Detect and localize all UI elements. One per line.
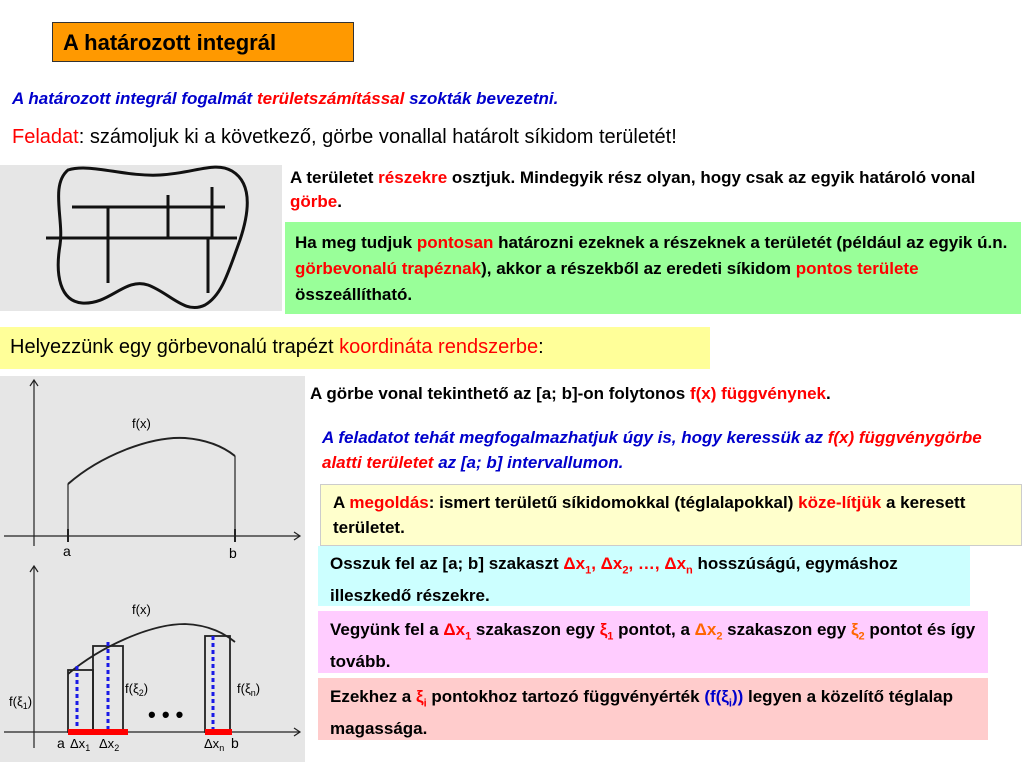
height-box bbox=[318, 678, 988, 740]
para1-h1: részekre bbox=[378, 168, 448, 187]
intro-highlight: területszámítással bbox=[256, 89, 405, 108]
peach-h2: köze-lítjük bbox=[798, 493, 882, 512]
intro-part2: szokták bevezetni. bbox=[404, 89, 559, 108]
green-t3: ), akkor a részekből az eredeti síkidom bbox=[481, 259, 796, 278]
para3-t2: az [a; b] intervallumon. bbox=[433, 453, 624, 472]
magenta-t1: Vegyünk fel a bbox=[330, 620, 444, 639]
yellow-note-box bbox=[0, 327, 710, 369]
pink-t1: Ezekhez a bbox=[330, 687, 416, 706]
paragraph-parts bbox=[290, 166, 1010, 214]
para3-h1: f(x) függvénygörbe alatti területet bbox=[322, 428, 982, 472]
magenta-t4: szakaszon egy bbox=[722, 620, 851, 639]
graph2-dx2-label: $\Delta x_2$ bbox=[99, 736, 120, 753]
partition-box bbox=[318, 546, 970, 606]
yellow-h1: koordináta rendszerbe bbox=[339, 336, 539, 358]
peach-t1: A bbox=[333, 493, 350, 512]
graph2-fxin-label: $f(\xi_n)$ bbox=[237, 681, 261, 698]
magenta-xi1: $\xi_1$ bbox=[599, 620, 614, 643]
peach-h1: megoldás bbox=[349, 493, 429, 512]
task-label: Feladat bbox=[12, 126, 79, 148]
para2-t1: A görbe vonal tekinthető az [a; b]-on folytonos bbox=[310, 384, 690, 403]
magenta-t5: pontot és így tovább. bbox=[330, 620, 976, 672]
graph1-b-label: b bbox=[229, 545, 237, 561]
yellow-t1: Helyezzünk egy görbevonalú trapézt bbox=[10, 336, 340, 358]
graph2-curve-label: f(x) bbox=[132, 602, 151, 617]
para1-t1: A területet bbox=[290, 168, 379, 187]
magenta-t3: pontot, a bbox=[613, 620, 695, 639]
cyan-dx-list: $\Delta x_1$, $\Delta x_2$, …, $\Delta x_n$ bbox=[563, 554, 693, 577]
green-note-box bbox=[285, 222, 1021, 314]
cyan-t1: Osszuk fel az [a; b] szakaszt bbox=[330, 554, 564, 573]
para2-h1: f(x) függvénynek bbox=[689, 384, 827, 403]
para1-t2: osztjuk. Mindegyik rész olyan, hogy csak az egyik határoló vonal bbox=[447, 168, 976, 187]
cyan-t2: hosszúságú, egymáshoz illeszkedő részekre. bbox=[330, 554, 898, 606]
pink-fxi: $(f(\xi_i))$ bbox=[704, 687, 744, 710]
green-h1: pontosan bbox=[416, 233, 494, 252]
graph2-ellipsis: • • • bbox=[148, 702, 184, 727]
peach-t3: a keresett területet. bbox=[333, 493, 966, 537]
yellow-t2: : bbox=[538, 336, 544, 358]
para1-t3: . bbox=[337, 192, 342, 211]
paragraph-task-reformulated bbox=[322, 425, 1022, 475]
para3-t1: A feladatot tehát megfogalmazhatjuk úgy is, hogy keressük az bbox=[322, 428, 828, 447]
graph2-b-label: b bbox=[231, 735, 239, 751]
intro-text bbox=[12, 89, 558, 109]
task-colon: : bbox=[78, 126, 85, 148]
para2-t2: . bbox=[826, 384, 831, 403]
green-t4: összeállítható. bbox=[295, 285, 413, 304]
coordinate-graph-1 bbox=[0, 376, 305, 562]
graph2-dx1-label: $\Delta x_1$ bbox=[70, 736, 91, 753]
magenta-dx2: $\Delta x_2$ bbox=[694, 620, 723, 643]
graph2-dxn-label: $\Delta x_n$ bbox=[204, 736, 225, 753]
slide-title: A határozott integrál bbox=[52, 22, 354, 62]
paragraph-function bbox=[310, 384, 831, 404]
task-text: számoljuk ki a következő, görbe vonallal határolt síkidom területét! bbox=[84, 126, 677, 148]
task-line bbox=[12, 126, 677, 149]
graph1-curve-label: f(x) bbox=[132, 416, 151, 431]
green-h2: görbevonalú trapéznak bbox=[295, 259, 482, 278]
points-box bbox=[318, 611, 988, 673]
solution-box bbox=[320, 484, 1022, 546]
pink-t2: pontokhoz tartozó függvényérték bbox=[426, 687, 705, 706]
green-h3: pontos területe bbox=[795, 259, 919, 278]
coordinate-graph-2 bbox=[0, 562, 305, 762]
magenta-dx1: $\Delta x_1$ bbox=[443, 620, 472, 643]
pink-xi: $\xi_i$ bbox=[416, 687, 427, 710]
magenta-t2: szakaszon egy bbox=[471, 620, 600, 639]
magenta-xi2: $\xi_2$ bbox=[850, 620, 865, 643]
graph2-a-label: a bbox=[57, 735, 65, 751]
intro-part1: A határozott integrál fogalmát bbox=[12, 89, 257, 108]
peach-t2: : ismert területű síkidomokkal (téglalapokkal) bbox=[428, 493, 799, 512]
para1-h2: görbe bbox=[290, 192, 338, 211]
pink-t3: legyen a közelítő téglalap magassága. bbox=[330, 687, 954, 739]
graph2-fxi1-label: $f(\xi_1)$ bbox=[9, 694, 33, 711]
green-t2: határozni ezeknek a részeknek a területét (például az egyik ú.n. bbox=[493, 233, 1008, 252]
graph1-a-label: a bbox=[63, 543, 71, 559]
green-t1: Ha meg tudjuk bbox=[295, 233, 417, 252]
graph2-fxi2-label: $f(\xi_2)$ bbox=[125, 681, 149, 698]
curved-shape-figure bbox=[0, 165, 282, 311]
